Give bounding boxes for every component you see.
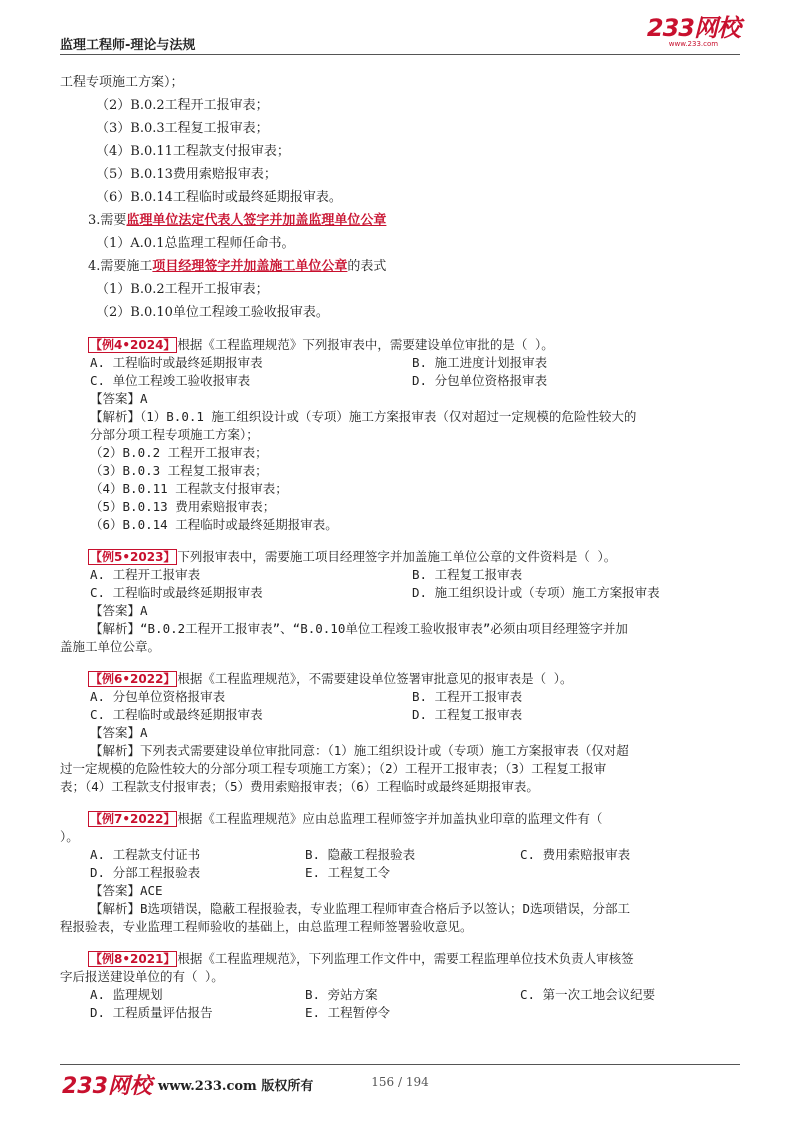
explanation-line: （6）B.0.14 工程临时或最终延期报审表。 xyxy=(90,517,338,532)
explanation-line: （3）B.0.3 工程复工报审表； xyxy=(90,463,268,478)
explanation-line: （2）B.0.2 工程开工报审表； xyxy=(90,445,268,460)
option-b: B. 工程复工报审表 xyxy=(412,567,523,582)
text-line: 工程专项施工方案）； xyxy=(60,75,184,90)
text-line: （4）B.0.11工程款支付报审表； xyxy=(96,144,290,159)
text-line: （6）B.0.14工程临时或最终延期报审表。 xyxy=(96,190,342,205)
text-span: 4.需要施工 xyxy=(88,259,153,274)
option-b: B. 旁站方案 xyxy=(305,987,378,1002)
option-d: D. 分部工程报验表 xyxy=(90,865,201,880)
text-span: 的表式 xyxy=(347,259,387,274)
option-a: A. 监理规划 xyxy=(90,987,163,1002)
explanation-line: 表；（4）工程款支付报审表；（5）费用索赔报审表；（6）工程临时或最终延期报审表。 xyxy=(60,779,539,794)
option-c: C. 工程临时或最终延期报审表 xyxy=(90,585,263,600)
question-stem xyxy=(88,548,616,566)
text-line: （1）A.0.1总监理工程师任命书。 xyxy=(96,236,295,251)
explanation-line: （5）B.0.13 费用索赔报审表； xyxy=(90,499,276,514)
option-d: D. 工程质量评估报告 xyxy=(90,1005,213,1020)
question-text: 根据《工程监理规范》，不需要建设单位签署审批意见的报审表是（ ）。 xyxy=(177,671,573,686)
explanation-line: 【解析】B选项错误，隐蔽工程报验表，专业监理工程师审查合格后予以签认；D选项错误，分部工 xyxy=(90,901,631,916)
option-b: B. 施工进度计划报审表 xyxy=(412,355,548,370)
option-b: B. 隐蔽工程报验表 xyxy=(305,847,416,862)
option-a: A. 工程临时或最终延期报审表 xyxy=(90,355,263,370)
option-d: D. 工程复工报审表 xyxy=(412,707,523,722)
answer: 【答案】ACE xyxy=(90,883,163,898)
option-d: D. 施工组织设计或（专项）施工方案报审表 xyxy=(412,585,660,600)
text-line: （2）B.0.2工程开工报审表； xyxy=(96,98,269,113)
option-a: A. 工程开工报审表 xyxy=(90,567,201,582)
footer-logo: 233网校 xyxy=(62,1074,152,1099)
text-line: （3）B.0.3工程复工报审表； xyxy=(96,121,269,136)
answer: 【答案】A xyxy=(90,603,148,618)
example-tag: 【例6•2022】 xyxy=(90,672,176,686)
text-line: （1）B.0.2工程开工报审表； xyxy=(96,282,269,297)
option-c: C. 单位工程竣工验收报审表 xyxy=(90,373,251,388)
document-title: 监理工程师-理论与法规 xyxy=(60,38,196,53)
brand-logo xyxy=(647,16,740,48)
text-line: （5）B.0.13费用索赔报审表； xyxy=(96,167,277,182)
explanation-line: 盖施工单位公章。 xyxy=(60,639,161,654)
text-line xyxy=(88,258,386,276)
example-tag: 【例8•2021】 xyxy=(90,952,176,966)
text-span: 3.需要 xyxy=(88,213,127,228)
answer: 【答案】A xyxy=(90,725,148,740)
page-header xyxy=(60,0,740,55)
option-c: C. 第一次工地会议纪要 xyxy=(520,987,656,1002)
question-text: 根据《工程监理规范》，下列监理工作文件中，需要工程监理单位技术负责人审核签 xyxy=(177,951,634,966)
question-stem xyxy=(88,670,572,688)
question-text: 下列报审表中，需要施工项目经理签字并加盖施工单位公章的文件资料是（ ）。 xyxy=(177,549,617,564)
option-d: D. 分包单位资格报审表 xyxy=(412,373,548,388)
text-line xyxy=(88,212,386,230)
explanation-line: 【解析】“B.0.2工程开工报审表”、“B.0.10单位工程竣工验收报审表”必须由项目经理签字并加 xyxy=(90,621,628,636)
question-stem xyxy=(88,336,554,354)
footer-copyright: www.233.com 版权所有 xyxy=(158,1079,314,1094)
option-b: B. 工程开工报审表 xyxy=(412,689,523,704)
question-stem xyxy=(88,950,634,968)
option-e: E. 工程复工令 xyxy=(305,865,391,880)
question-stem xyxy=(88,810,602,828)
brand-logo-text: 233网校 xyxy=(646,14,740,42)
option-c: C. 工程临时或最终延期报审表 xyxy=(90,707,263,722)
option-a: A. 工程款支付证书 xyxy=(90,847,201,862)
page-number: 156 / 194 xyxy=(371,1075,429,1089)
explanation-line: 分部分项工程专项施工方案）； xyxy=(90,427,259,442)
answer: 【答案】A xyxy=(90,391,148,406)
question-text-cont: 字后报送建设单位的有（ ）。 xyxy=(60,969,224,984)
option-a: A. 分包单位资格报审表 xyxy=(90,689,226,704)
question-text: 根据《工程监理规范》应由总监理工程师签字并加盖执业印章的监理文件有（ xyxy=(177,811,603,826)
page-footer xyxy=(60,1064,740,1105)
highlight-text: 项目经理签字并加盖施工单位公章 xyxy=(152,259,348,274)
question-text: 根据《工程监理规范》下列报审表中，需要建设单位审批的是（ ）。 xyxy=(177,337,554,352)
example-tag: 【例5•2023】 xyxy=(90,550,176,564)
explanation-line: 程报验表，专业监理工程师验收的基础上，由总监理工程师签署验收意见。 xyxy=(60,919,473,934)
text-line: （2）B.0.10单位工程竣工验收报审表。 xyxy=(96,305,329,320)
example-tag: 【例7•2022】 xyxy=(90,812,176,826)
question-text-cont: ）。 xyxy=(60,829,79,844)
option-c: C. 费用索赔报审表 xyxy=(520,847,631,862)
highlight-text: 监理单位法定代表人签字并加盖监理单位公章 xyxy=(126,213,387,228)
example-tag: 【例4•2024】 xyxy=(90,338,176,352)
option-e: E. 工程暂停令 xyxy=(305,1005,391,1020)
explanation-line: 【解析】（1）B.0.1 施工组织设计或（专项）施工方案报审表（仅对超过一定规模的危险性较大的 xyxy=(90,409,637,424)
brand-logo-url: www.233.com xyxy=(668,40,719,48)
explanation-line: 【解析】下列表式需要建设单位审批同意：（1）施工组织设计或（专项）施工方案报审表（仅对超 xyxy=(90,743,629,758)
explanation-line: （4）B.0.11 工程款支付报审表； xyxy=(90,481,288,496)
explanation-line: 过一定规模的危险性较大的分部分项工程专项施工方案）；（2）工程开工报审表；（3）工程复工报审 xyxy=(60,761,607,776)
